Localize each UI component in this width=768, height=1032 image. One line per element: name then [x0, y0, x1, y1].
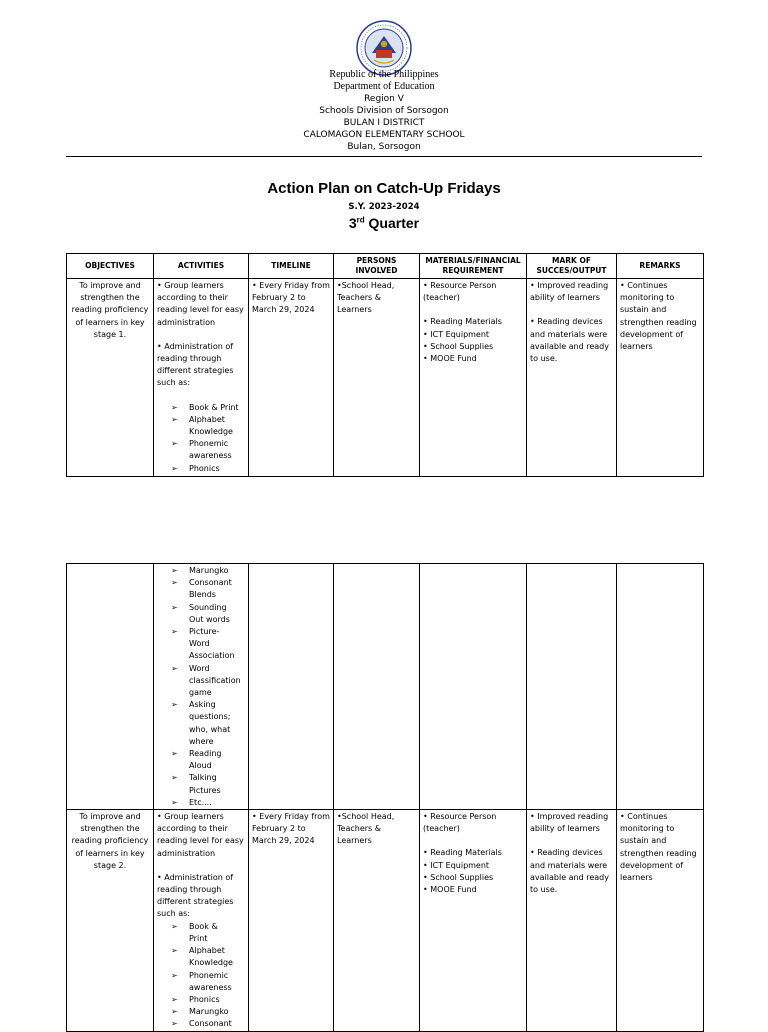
list-item: • Reading Materials [423, 317, 502, 327]
list-item: • MOOE Fund [423, 885, 477, 895]
persons-cell: •School Head, Teachers & Learners [334, 279, 420, 477]
objective-cell [67, 564, 154, 810]
letterhead-line: CALOMAGON ELEMENTARY SCHOOL [303, 130, 465, 140]
timeline-cell: • Every Friday from February 2 to March 29, 2024 [249, 279, 334, 477]
document-title: Action Plan on Catch-Up Fridays [267, 180, 501, 197]
school-year: S.Y. 2023-2024 [348, 202, 420, 212]
persons-cell: •School Head, Teachers & Learners [334, 810, 420, 1031]
list-item: ➢ Phonemic awareness [171, 970, 231, 994]
letterhead-line: Bulan, Sorsogon [347, 142, 421, 152]
letterhead [0, 69, 768, 153]
letterhead-line: Department of Education [333, 81, 435, 92]
output-cell [527, 279, 617, 477]
output-text: • Reading devices and materials were available and ready to use. [530, 317, 609, 364]
strategy-list [157, 402, 245, 475]
materials-cell [420, 810, 527, 1031]
list-item: ➢ Etc.... [171, 797, 231, 809]
output-text: • Improved reading ability of learners [530, 281, 609, 303]
activity-text: • Administration of reading through different strategies such as: [157, 872, 234, 919]
timeline-cell: • Every Friday from February 2 to March 29, 2024 [249, 810, 334, 1031]
list-item: ➢ Word classification game [171, 663, 231, 700]
column-header: MARK OF SUCCES/OUTPUT [527, 254, 617, 279]
list-item: • ICT Equipment [423, 860, 490, 870]
timeline-cell [249, 564, 334, 810]
list-item: ➢ Alphabet Knowledge [171, 945, 231, 969]
list-item: ➢ Phonemic awareness [171, 438, 245, 462]
list-item: ➢ Sounding Out words [171, 602, 231, 626]
list-item: ➢ Book & Print [171, 921, 231, 945]
list-item: ➢ Marungko [171, 1006, 231, 1018]
column-header: MATERIALS/FINANCIAL REQUIREMENT [420, 254, 527, 279]
column-header: ACTIVITIES [154, 254, 249, 279]
list-item: • MOOE Fund [423, 354, 477, 364]
activity-text: • Administration of reading through different strategies such as: [157, 341, 234, 388]
quarter-heading [0, 215, 768, 231]
output-cell [527, 810, 617, 1031]
table-row [67, 564, 704, 810]
column-header: OBJECTIVES [67, 254, 154, 279]
activities-cell [154, 564, 249, 810]
list-item: • School Supplies [423, 872, 494, 882]
list-item: ➢ Asking questions; who, what where [171, 699, 231, 748]
letterhead-line: Schools Division of Sorsogon [319, 106, 449, 116]
table-row [67, 810, 704, 1031]
activities-cell [154, 810, 249, 1031]
activity-text: • Group learners according to their reading level for easy administration [157, 812, 244, 858]
action-plan-table [66, 253, 704, 477]
list-item: ➢ Phonics [171, 994, 231, 1006]
materials-cell [420, 564, 527, 810]
strategy-list [157, 565, 241, 809]
materials-text: • Resource Person (teacher) [423, 812, 497, 834]
list-item: ➢ Alphabet Knowledge [171, 414, 245, 438]
column-header: PERSONS INVOLVED [334, 254, 420, 279]
letterhead-line: Region V [364, 94, 404, 104]
list-item: ➢ Marungko [171, 565, 231, 577]
persons-cell [334, 564, 420, 810]
output-text: • Improved reading ability of learners [530, 812, 609, 834]
list-item: ➢ Consonant Blends [171, 577, 231, 601]
header-divider [66, 156, 702, 157]
list-item: • Reading Materials [423, 848, 502, 858]
letterhead-line: Republic of the Philippines [329, 69, 439, 80]
output-cell [527, 564, 617, 810]
list-item: ➢ Book & Print [171, 402, 245, 414]
list-item: ➢ Talking Pictures [171, 772, 231, 796]
remarks-cell: • Continues monitoring to sustain and strengthen reading development of learners [617, 279, 704, 477]
output-text: • Reading devices and materials were available and ready to use. [530, 848, 609, 895]
list-item: ➢ Phonics [171, 463, 245, 475]
objective-cell: To improve and strengthen the reading proficiency of learners in key stage 1. [67, 279, 154, 477]
letterhead-line: BULAN I DISTRICT [343, 118, 425, 128]
materials-cell [420, 279, 527, 477]
activity-text: • Group learners according to their reading level for easy administration [157, 281, 244, 327]
strategy-list [157, 921, 231, 1031]
remarks-cell: • Continues monitoring to sustain and strengthen reading development of learners [617, 810, 704, 1031]
quarter-suffix: rd [356, 215, 365, 225]
activities-cell [154, 279, 249, 477]
list-item: • School Supplies [423, 341, 494, 351]
list-item: • ICT Equipment [423, 329, 490, 339]
column-header: REMARKS [617, 254, 704, 279]
list-item: ➢ Consonant [171, 1018, 231, 1030]
objective-cell: To improve and strengthen the reading proficiency of learners in key stage 2. [67, 810, 154, 1031]
quarter-label: Quarter [368, 215, 420, 231]
materials-text: • Resource Person (teacher) [423, 281, 497, 303]
deped-seal-logo [356, 20, 412, 76]
quarter-number: 3 [348, 215, 357, 231]
table-row [67, 279, 704, 477]
list-item: ➢ Reading Aloud [171, 748, 231, 772]
remarks-cell [617, 564, 704, 810]
action-plan-table-continued [66, 563, 704, 1032]
table-header-row [67, 254, 704, 279]
list-item: ➢ Picture-Word Association [171, 626, 231, 663]
column-header: TIMELINE [249, 254, 334, 279]
